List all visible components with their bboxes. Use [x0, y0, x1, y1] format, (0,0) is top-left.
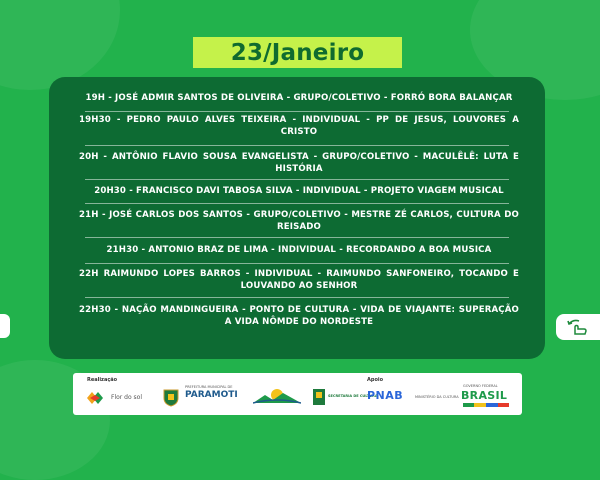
schedule-item: 22H RAIMUNDO LOPES BARROS - INDIVIDUAL - RAIMUNDO SANFONEIRO, TOCANDO E LOUVANDO AO SENHOR: [79, 269, 519, 291]
realizacao-label: Realização: [87, 377, 118, 383]
divider: [85, 111, 509, 112]
ministerio-label: MINISTÉRIO DA CULTURA: [415, 395, 459, 399]
schedule-item: 20H30 - FRANCISCO DAVI TABOSA SILVA - INDIVIDUAL - PROJETO VIAGEM MUSICAL: [94, 186, 504, 196]
pnab-logo: PNAB: [367, 389, 404, 402]
previous-tab[interactable]: [0, 314, 10, 338]
brasil-logo: BRASIL: [461, 389, 508, 402]
prefeitura-label: PREFEITURA MUNICIPAL DE: [185, 385, 233, 389]
page-title: 23/Janeiro: [193, 37, 402, 68]
divider: [85, 237, 509, 238]
swipe-hand-icon: [565, 318, 591, 336]
swipe-tab[interactable]: [556, 314, 600, 340]
schedule-item: 21H30 - ANTONIO BRAZ DE LIMA - INDIVIDUAL - RECORDANDO A BOA MUSICA: [106, 245, 492, 255]
brasil-stripes-icon: [463, 403, 509, 407]
landscape-logo-icon: [253, 387, 301, 405]
paramoti-logo: PARAMOTI: [185, 390, 238, 400]
divider: [85, 263, 509, 264]
flor-do-sol-logo: Flor do sol: [111, 394, 143, 401]
divider: [85, 179, 509, 180]
governo-label: GOVERNO FEDERAL: [463, 384, 498, 388]
schedule-item: 20H - ANTÔNIO FLAVIO SOUSA EVANGELISTA - GRUPO/COLETIVO - MACULÊLÊ: LUTA E HISTÓRIA: [79, 152, 519, 174]
schedule-item: 19H - JOSÉ ADMIR SANTOS DE OLIVEIRA - GRUPO/COLETIVO - FORRÓ BORA BALANÇAR: [85, 93, 513, 103]
schedule-item: 19H30 - PEDRO PAULO ALVES TEIXEIRA - INDIVIDUAL - PP DE JESUS, LOUVORES A CRISTO: [79, 115, 519, 137]
divider: [85, 203, 509, 204]
schedule-item: 21H - JOSÉ CARLOS DOS SANTOS - GRUPO/COLETIVO - MESTRE ZÉ CARLOS, CULTURA DO REISADO: [79, 210, 519, 232]
schedule-item: 22H30 - NAÇÃO MANDINGUEIRA - PONTO DE CULTURA - VIDA DE VIAJANTE: SUPERAÇÃO A VIDA NÔMDE DO NORDESTE: [79, 305, 519, 327]
flor-do-sol-logo-icon: [85, 389, 107, 407]
divider: [85, 145, 509, 146]
secretaria-logo-icon: [312, 388, 326, 406]
secretaria-label: SECRETARIA DE CULTURA: [328, 394, 378, 398]
divider: [85, 297, 509, 298]
sponsors-bar: [73, 373, 522, 415]
paramoti-emblem-icon: [161, 387, 181, 407]
apoio-label: Apoio: [367, 377, 384, 383]
schedule-panel: [49, 77, 545, 359]
